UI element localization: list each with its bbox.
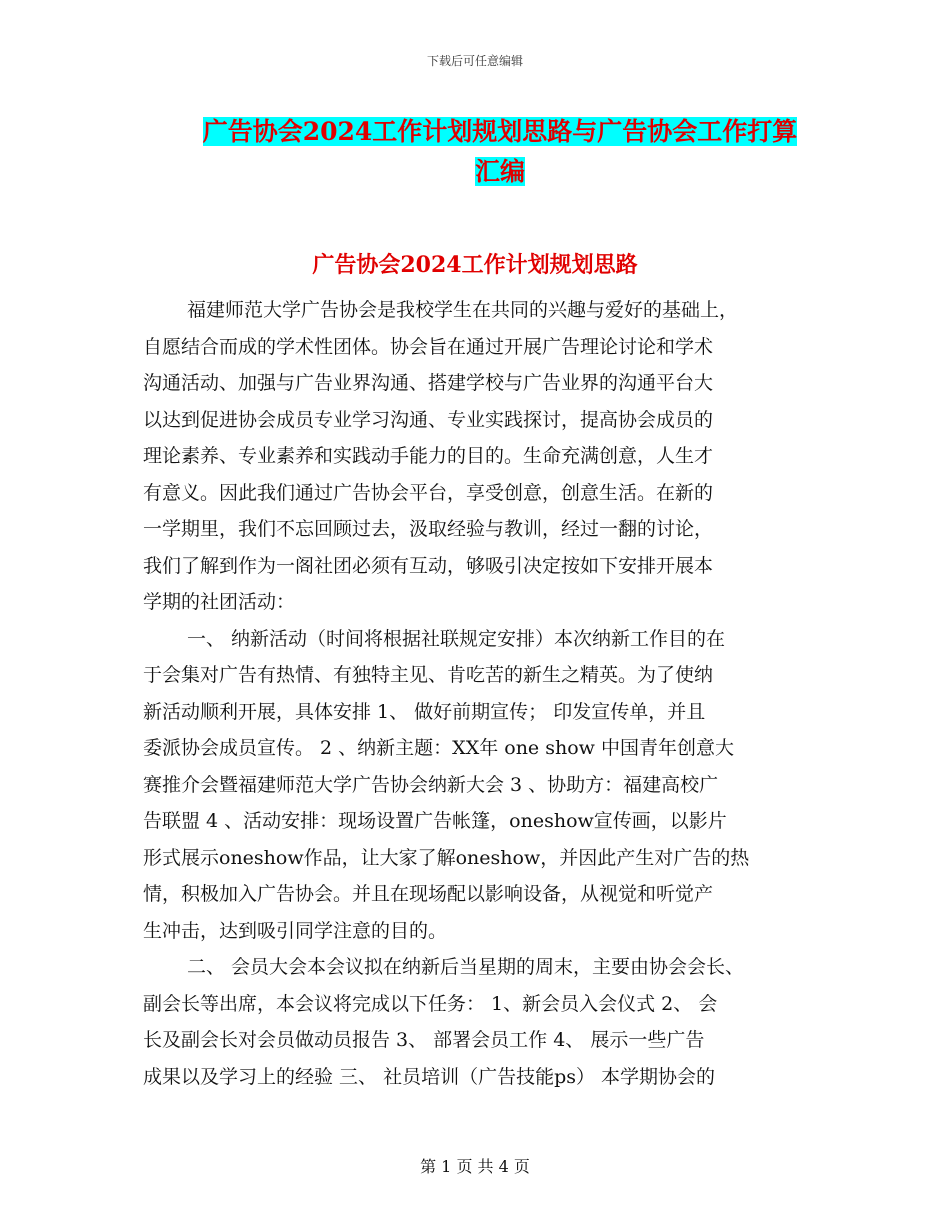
title-line-1: 广告协会2024工作计划规划思路与广告协会工作打算 (202, 117, 798, 146)
body-line: 理论素养、专业素养和实践动手能力的目的。生命充满创意，人生才 (143, 445, 714, 467)
body-line: 生冲击，达到吸引同学注意的目的。 (143, 919, 448, 942)
section-title: 广告协会2024工作计划规划思路 (312, 252, 638, 278)
body-line: 以达到促进协会成员专业学习沟通、专业实践探讨，提高协会成员的 (143, 408, 714, 431)
body-line: 二、 会员大会本会议拟在纳新后当星期的周末，主要由协会会长、 (187, 956, 745, 978)
page-number: 第 1 页 共 4 页 (420, 1157, 530, 1176)
document-title (190, 112, 810, 192)
body-line: 委派协会成员宣传。 2 、纳新主题：XX年 one show 中国青年创意大 (143, 737, 734, 759)
body-line: 长及副会长对会员做动员报告 3、 部署会员工作 4、 展示一些广告 (143, 1029, 705, 1051)
body-line: 成果以及学习上的经验 三、 社员培训（广告技能ps） 本学期协会的 (143, 1065, 716, 1088)
body-text (143, 292, 813, 1095)
body-line: 新活动顺利开展，具体安排 1、 做好前期宣传； 印发宣传单，并且 (143, 700, 706, 723)
body-line: 于会集对广告有热情、有独特主见、肯吃苦的新生之精英。为了使纳 (143, 664, 714, 686)
body-line: 告联盟 4 、活动安排：现场设置广告帐篷，oneshow宣传画，以影片 (143, 810, 727, 832)
title-line-2: 汇编 (474, 157, 525, 186)
body-line: 福建师范大学广告协会是我校学生在共同的兴趣与爱好的基础上， (187, 299, 739, 321)
header-note: 下载后可任意编辑 (426, 54, 523, 68)
body-line: 一学期里，我们不忘回顾过去，汲取经验与教训，经过一翻的讨论， (143, 518, 714, 540)
body-line: 学期的社团活动： (143, 591, 296, 613)
body-line: 我们了解到作为一阁社团必须有互动，够吸引决定按如下安排开展本 (143, 554, 714, 577)
body-line: 形式展示oneshow作品，让大家了解oneshow，并因此产生对广告的热 (143, 846, 750, 869)
body-line: 副会长等出席，本会议将完成以下任务： 1、新会员入会仪式 2、 会 (143, 992, 718, 1015)
body-line: 情，积极加入广告协会。并且在现场配以影响设备，从视觉和听觉产 (143, 883, 714, 905)
body-line: 一、 纳新活动（时间将根据社联规定安排）本次纳新工作目的在 (187, 627, 726, 650)
body-line: 有意义。因此我们通过广告协会平台，享受创意，创意生活。在新的 (143, 481, 714, 504)
body-line: 自愿结合而成的学术性团体。协会旨在通过开展广告理论讨论和学术 (143, 335, 714, 358)
body-line: 赛推介会暨福建师范大学广告协会纳新大会 3 、协助方：福建高校广 (143, 773, 719, 796)
body-line: 沟通活动、加强与广告业界沟通、搭建学校与广告业界的沟通平台大 (143, 372, 714, 394)
